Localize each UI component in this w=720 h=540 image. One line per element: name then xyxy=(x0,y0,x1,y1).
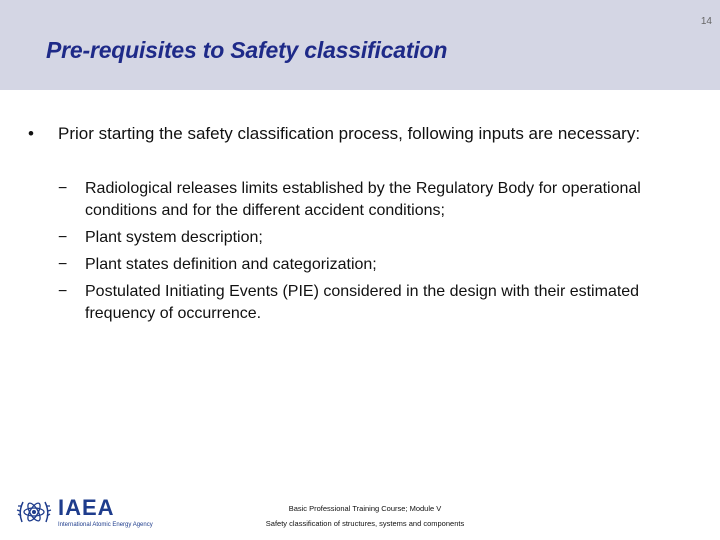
list-item-text: Plant states definition and categorization; xyxy=(85,256,377,273)
bullet-marker: • xyxy=(28,124,34,143)
iaea-logo xyxy=(14,492,153,532)
list-item xyxy=(58,254,658,276)
dash-marker: − xyxy=(58,229,68,246)
list-item xyxy=(58,227,658,249)
sub-bullet-list xyxy=(58,178,658,330)
logo-wordmark: IAEA xyxy=(58,494,115,520)
dash-marker: − xyxy=(58,180,68,197)
main-bullet-text: Prior starting the safety classification process, following inputs are necessary: xyxy=(58,124,641,143)
main-bullet xyxy=(28,122,668,145)
footer-course: Basic Professional Training Course; Module V xyxy=(288,504,442,513)
list-item xyxy=(58,281,658,325)
slide-title: Pre-requisites to Safety classification xyxy=(46,37,448,63)
footer-module-title: Safety classification of structures, systems and components xyxy=(265,519,465,528)
logo-tagline: International Atomic Energy Agency xyxy=(58,521,153,528)
list-item-text: Radiological releases limits established by the Regulatory Body for operational conditions and for the different accident conditions; xyxy=(85,180,641,219)
dash-marker: − xyxy=(58,283,68,300)
list-item-text: Plant system description; xyxy=(85,229,263,246)
list-item-text: Postulated Initiating Events (PIE) considered in the design with their estimated frequency of occurrence. xyxy=(85,283,640,322)
list-item xyxy=(58,178,658,222)
header-band xyxy=(0,0,720,90)
page-number: 14 xyxy=(700,16,712,27)
dash-marker: − xyxy=(58,256,68,273)
atom-emblem-icon xyxy=(14,492,54,532)
